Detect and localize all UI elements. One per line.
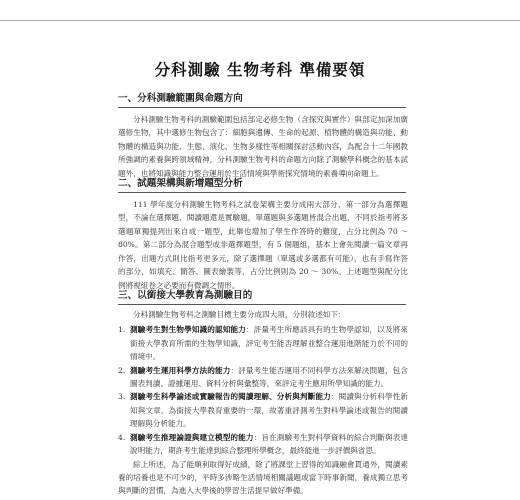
section-paragraph: 分科測驗生物考科的測驗範圍包括部定必修生物（含探究與實作）與部定加深加廣選修生物，其中選修生物包含了：細胞與遺傳、生命的起源、植物體的構造與功能、動物體的構造與功能、生態、演化、生物多樣性等相關探討活動內容，為配合十二年國教所強調的素養與跨領域精神，分科測驗生物考科的命題方向除了測驗學科概念的基本試題外，也將知識與能力整合運用於生活情境與學術探究情境的素養導向命題上。 (118, 115, 408, 178)
section-heading: 二、試題架構與新增題型分析 (118, 178, 243, 189)
goal-list (118, 323, 408, 457)
list-item (118, 364, 408, 391)
item-number: 4. (118, 432, 126, 442)
section-intro: 分科測驗生物考科之測驗目標主要分成四大項，分別敘述如下： (133, 310, 346, 319)
item-number: 3. (118, 392, 126, 402)
list-item (118, 323, 408, 363)
section-goals (0, 289, 520, 498)
closing-paragraph: 綜上所述，為了能順利取得好成績，除了將課堂上習得的知識融會貫通外，閱讀素養的培養也是不可少的，平時多涉略生活情境相關議題或當下時事新聞，養成獨立思考與判斷的習慣，為進入大學後的學習生活提早做好準備。 (118, 459, 408, 496)
top-divider (0, 20, 520, 21)
item-text: ：閱讀與分析科學性新知與文章，為銜接大學教育重要的一環，故著重評測考生對科學論述或報告的閱讀理解與分析能力。 (130, 392, 409, 429)
item-text: ：評量考生所應該具有的生物學認知，以及將來銜接大學教育所需的生物學知識，評定考生能否理解並整合運用進階能力於不同的情境中。 (130, 325, 408, 362)
list-item (118, 431, 408, 458)
section-divider (118, 107, 406, 108)
section-heading: 三、以銜接大學教育為測驗目的 (118, 290, 253, 301)
section-heading: 一、分科測驗範圍與命題方向 (118, 93, 243, 104)
item-lead: 測驗考生推理論證與建立模型的能力 (130, 432, 254, 442)
section-scope (0, 92, 520, 180)
item-lead: 測驗考生對生物學知識的認知能力 (130, 325, 246, 335)
section-divider (118, 192, 406, 193)
item-lead: 測驗考生運用科學方法的能力 (130, 365, 231, 375)
section-structure (0, 177, 520, 292)
list-item (118, 390, 408, 430)
item-number: 2. (118, 365, 126, 375)
item-lead: 測驗考生科學論述或實驗報告的閱讀理解、分析與判斷能力 (130, 392, 331, 402)
page-title: 分科測驗 生物考科 準備要領 (154, 61, 366, 79)
section-divider (118, 304, 406, 305)
section-paragraph: 111 學年度分科測驗生物考科之試卷架構主要分成兩大部分，第一部分為選擇題型，不論在選擇題、閱讀題還是實驗題，單選題與多選題皆混合出題，不同於指考將多選題單獨提列出來自成一題型，此舉也增加了學生作答時的難度，占分比例為 70 ～ 80%。第二部分為混合題型或非選擇題型，有 5 個題組，基本上會先閱讀一篇文章再作答，出題方式則比指考更多元，除了選擇題（單選或多選都有可能），也有手寫作答的部分，如填充、簡答、圖表繪製等，占分比例則為 20 ～ 30%。上述題型與配分比例將視組卷之必要而有微調之情形。 (118, 200, 408, 290)
item-text: ：旨在測驗考生對科學資料的綜合判斷與表達說明能力，期許考生能達到綜合整理所學概念，最終能進一步評價與省思。 (130, 432, 409, 456)
item-number: 1. (118, 325, 126, 335)
item-text: ：評量考生能否運用不同科學方法來解決問題，包含圖表判讀、證據運用、資料分析與彙整等，來評定考生應用所學知識的能力。 (130, 365, 408, 389)
